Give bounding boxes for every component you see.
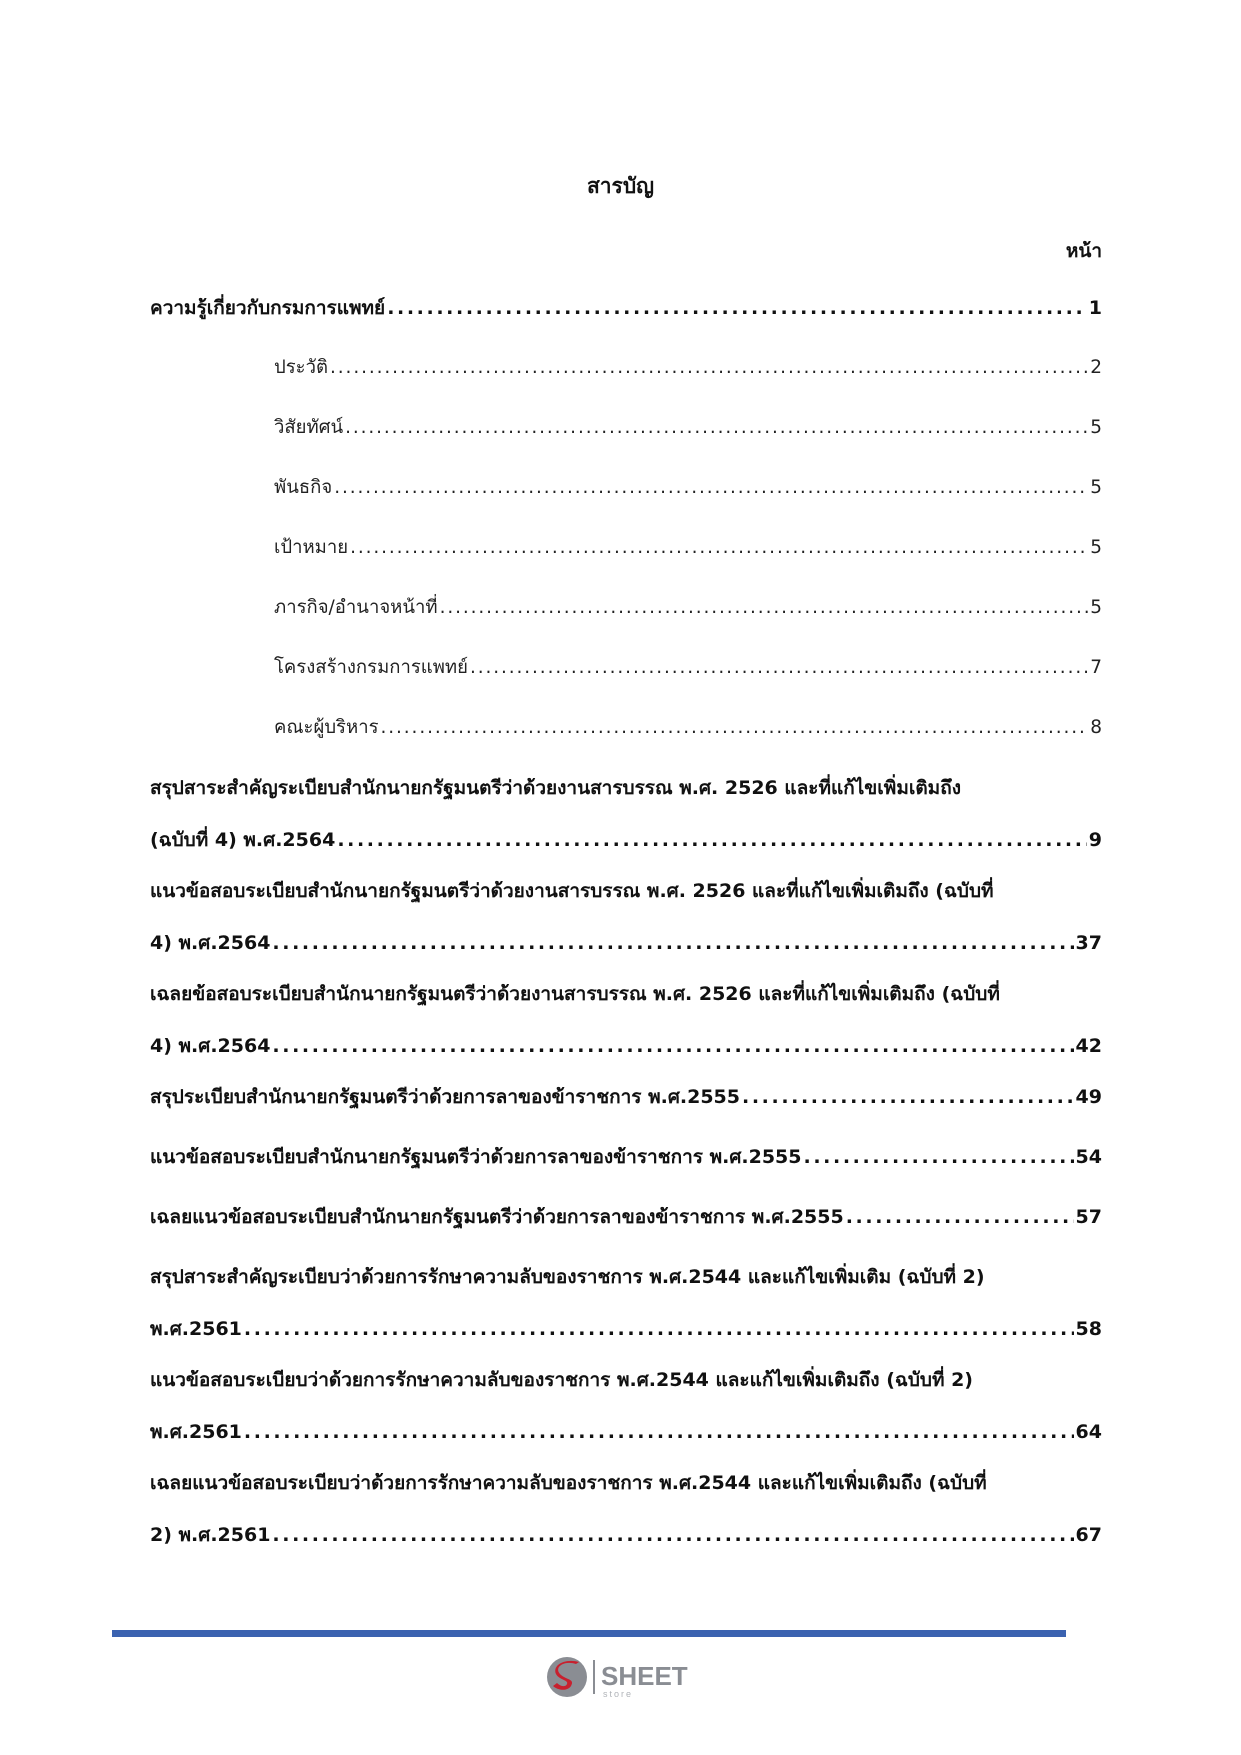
footer-divider xyxy=(112,1630,1066,1637)
toc-entry-title: พันธกิจ xyxy=(274,477,333,498)
dot-leader xyxy=(334,473,1088,503)
toc-entry-title: สรุประเบียบสำนักนายกรัฐมนตรีว่าด้วยการลาของข้าราชการ พ.ศ.2555 xyxy=(150,1086,740,1108)
toc-entry[interactable] xyxy=(150,1142,1102,1172)
toc-entry[interactable] xyxy=(150,773,1102,855)
page-title: สารบัญ xyxy=(586,174,655,198)
toc-entry[interactable] xyxy=(150,876,1102,958)
dot-leader xyxy=(804,1142,1074,1172)
toc-entry[interactable] xyxy=(274,713,1102,743)
dot-leader xyxy=(345,413,1088,443)
toc-entry-page: 5 xyxy=(1090,477,1102,498)
toc-entry-page: 2 xyxy=(1090,357,1102,378)
toc-entry-title: ความรู้เกี่ยวกับกรมการแพทย์ xyxy=(150,297,386,319)
toc-entry[interactable] xyxy=(150,1468,1102,1550)
toc-entry-title: ประวัติ xyxy=(274,357,329,378)
toc-entry-title: 4) พ.ศ.2564 xyxy=(150,932,271,954)
toc-entry[interactable] xyxy=(274,473,1102,503)
dot-leader xyxy=(381,713,1089,743)
toc-entry-page: 42 xyxy=(1075,1035,1102,1057)
dot-leader xyxy=(350,533,1088,563)
toc-entry[interactable] xyxy=(274,593,1102,623)
brand-sub: store xyxy=(603,1689,634,1699)
toc-entry[interactable] xyxy=(150,979,1102,1061)
brand-name: SHEET xyxy=(601,1661,688,1691)
dot-leader xyxy=(387,293,1087,323)
dot-leader xyxy=(337,825,1086,855)
toc-entry-page: 1 xyxy=(1088,297,1102,319)
toc-entry[interactable] xyxy=(274,653,1102,683)
toc-entry-title: พ.ศ.2561 xyxy=(150,1421,242,1443)
toc-entry-page: 58 xyxy=(1075,1318,1102,1340)
dot-leader xyxy=(244,1314,1074,1344)
toc-entry[interactable] xyxy=(274,413,1102,443)
toc-entry-page: 67 xyxy=(1075,1524,1102,1546)
dot-leader xyxy=(272,1520,1073,1550)
toc-entry-page: 8 xyxy=(1090,717,1102,738)
sheet-store-logo xyxy=(545,1652,715,1702)
toc-entry-page: 7 xyxy=(1090,657,1102,678)
toc-entry-page: 54 xyxy=(1075,1146,1102,1168)
toc-entry-title-line1: เฉลยแนวข้อสอบระเบียบว่าด้วยการรักษาความลับของราชการ พ.ศ.2544 และแก้ไขเพิ่มเติมถึง (ฉบับที่ xyxy=(150,1472,987,1494)
toc-entry[interactable] xyxy=(150,1082,1102,1112)
toc-entry-title: เป้าหมาย xyxy=(274,537,349,558)
toc-entry-title: พ.ศ.2561 xyxy=(150,1318,242,1340)
toc-entry-page: 5 xyxy=(1090,597,1102,618)
toc-entry-title: ภารกิจ/อำนาจหน้าที่ xyxy=(274,597,438,618)
dot-leader xyxy=(742,1082,1074,1112)
toc-entry-page: 5 xyxy=(1090,537,1102,558)
toc-entry-title: เฉลยแนวข้อสอบระเบียบสำนักนายกรัฐมนตรีว่าด้วยการลาของข้าราชการ พ.ศ.2555 xyxy=(150,1206,844,1228)
toc-entry-page: 49 xyxy=(1075,1086,1102,1108)
dot-leader xyxy=(272,928,1073,958)
toc-entry-title-line1: แนวข้อสอบระเบียบสำนักนายกรัฐมนตรีว่าด้วยงานสารบรรณ พ.ศ. 2526 และที่แก้ไขเพิ่มเติมถึง (ฉบับที่ xyxy=(150,880,994,902)
dot-leader xyxy=(470,653,1088,683)
toc-entry-title: 2) พ.ศ.2561 xyxy=(150,1524,271,1546)
toc-entry[interactable] xyxy=(274,353,1102,383)
dot-leader xyxy=(440,593,1089,623)
toc-entry-title: 4) พ.ศ.2564 xyxy=(150,1035,271,1057)
toc-entry-title: คณะผู้บริหาร xyxy=(274,717,379,738)
dot-leader xyxy=(330,353,1088,383)
s-mark-icon xyxy=(547,1657,587,1697)
toc-entry-title: โครงสร้างกรมการแพทย์ xyxy=(274,657,468,678)
toc-entry-title: (ฉบับที่ 4) พ.ศ.2564 xyxy=(150,829,336,851)
toc-entry-page: 64 xyxy=(1075,1421,1102,1443)
toc-entry-page: 5 xyxy=(1090,417,1102,438)
toc-entry-page: 57 xyxy=(1075,1206,1102,1228)
toc-entry-title-line1: สรุปสาระสำคัญระเบียบสำนักนายกรัฐมนตรีว่าด้วยงานสารบรรณ พ.ศ. 2526 และที่แก้ไขเพิ่มเติมถึง xyxy=(150,777,961,799)
toc-entry[interactable] xyxy=(150,1202,1102,1232)
toc-entry-page: 37 xyxy=(1075,932,1102,954)
toc-entry-page: 9 xyxy=(1088,829,1102,851)
toc-entry[interactable] xyxy=(150,1365,1102,1447)
toc-entry-title-line1: แนวข้อสอบระเบียบว่าด้วยการรักษาความลับของราชการ พ.ศ.2544 และแก้ไขเพิ่มเติมถึง (ฉบับที่ 2) xyxy=(150,1369,973,1391)
toc-entry-title-line1: เฉลยข้อสอบระเบียบสำนักนายกรัฐมนตรีว่าด้วยงานสารบรรณ พ.ศ. 2526 และที่แก้ไขเพิ่มเติมถึง (ฉบับที่ xyxy=(150,983,1000,1005)
dot-leader xyxy=(272,1031,1073,1061)
toc-entry-title-line1: สรุปสาระสำคัญระเบียบว่าด้วยการรักษาความลับของราชการ พ.ศ.2544 และแก้ไขเพิ่มเติม (ฉบับที่ 2) xyxy=(150,1266,985,1288)
toc-entry-title: วิสัยทัศน์ xyxy=(274,417,344,438)
toc-entry[interactable] xyxy=(150,1262,1102,1344)
toc-entry-title: แนวข้อสอบระเบียบสำนักนายกรัฐมนตรีว่าด้วยการลาของข้าราชการ พ.ศ.2555 xyxy=(150,1146,802,1168)
toc-entry[interactable] xyxy=(150,293,1102,323)
dot-leader xyxy=(846,1202,1074,1232)
toc-entry[interactable] xyxy=(274,533,1102,563)
dot-leader xyxy=(244,1417,1074,1447)
page-column-header: หน้า xyxy=(1065,240,1102,262)
